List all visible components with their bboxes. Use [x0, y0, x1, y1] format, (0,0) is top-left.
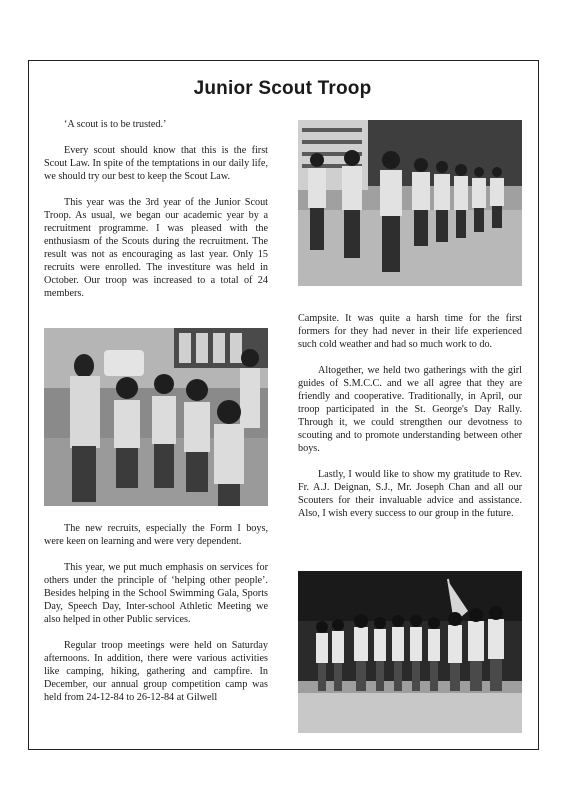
- troop-lineup-photo: [298, 120, 522, 286]
- paragraph-services: This year, we put much emphasis on services for others under the principle of ‘helping other people’. Besides helping in the School Swimming Gala, Sports Day, Speech Day, Inter-school Athletic Meeting we also helped in other Public services.: [44, 562, 268, 625]
- paragraph-gatherings: Altogether, we held two gatherings with the girl guides of S.M.C.C. and we all agree that they are friendly and cooperative. Traditionally, in April, our troop participated in the St. George's Day Rally. Through it, we could strengthen our devotness to scouting and to promote understanding between other boys.: [298, 365, 522, 454]
- paragraph-campsite: Campsite. It was quite a harsh time for the first formers for they had never in their life experienced such cold weather and had so much work to do.: [298, 313, 522, 350]
- left-column-top: [44, 118, 268, 313]
- motto: ‘A scout is to be trusted.’: [64, 119, 167, 130]
- right-column: [298, 312, 522, 533]
- left-column-bottom: [44, 522, 268, 717]
- paragraph-new-recruits: The new recruits, especially the Form I boys, were keen on learning and were very dependent.: [44, 523, 268, 547]
- paragraph-scout-law: Every scout should know that this is the first Scout Law. In spite of the temptations in our daily life, we should try our best to keep the Scout Law.: [44, 145, 268, 182]
- paragraph-third-year: This year was the 3rd year of the Junior Scout Troop. As usual, we began our academic year by a recruitment programme. I was pleased with the enthusiasm of the Scouts during the recruitment. The result was not as encouraging as last year. Only 15 recruits were enrolled. The investiture was held in October. Our troop was increased to a total of 24 members.: [44, 197, 268, 299]
- paragraph-meetings: Regular troop meetings were held on Saturday afternoons. In addition, there were various activities like camping, hiking, gathering and campfire. In December, our annual group competition camp was held from 24-12-84 to 26-12-84 at Gilwell: [44, 640, 268, 703]
- parade-photo: [298, 571, 522, 733]
- investiture-photo: [44, 328, 268, 506]
- page-title: Junior Scout Troop: [193, 78, 372, 99]
- paragraph-gratitude: Lastly, I would like to show my gratitude to Rev. Fr. A.J. Deignan, S.J., Mr. Joseph Chan and all our Scouters for their invaluable advice and assistance. Also, I wish every success to our group in the future.: [298, 469, 522, 519]
